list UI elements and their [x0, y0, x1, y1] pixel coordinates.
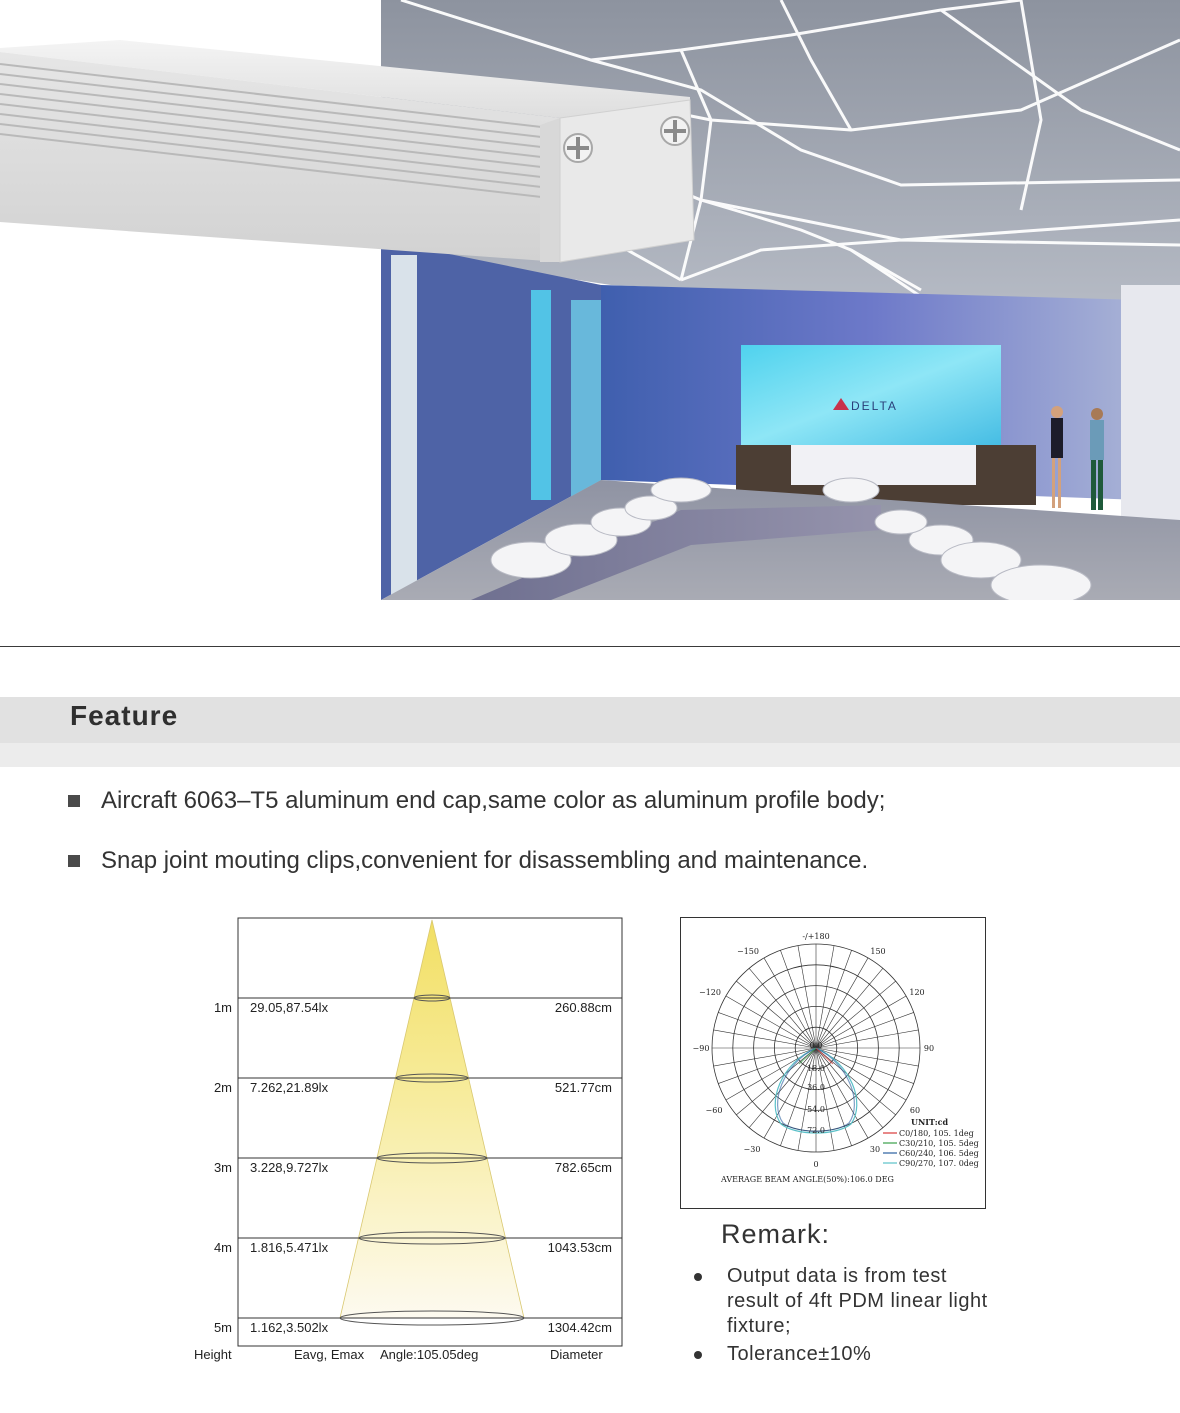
footer-height-label: Height [194, 1347, 232, 1362]
radial-label-72: 72.0 [807, 1126, 825, 1135]
row-eavg-3m: 3.228,9.727lx [250, 1160, 329, 1175]
row-height-1m: 1m [213, 1000, 232, 1015]
row-diameter-5m: 1304.42cm [547, 1320, 612, 1335]
row-diameter-2m: 521.77cm [554, 1080, 612, 1095]
remark-item-2: Tolerance±10% [727, 1343, 872, 1365]
row-height-3m: 3m [213, 1160, 232, 1175]
row-eavg-4m: 1.816,5.471lx [250, 1240, 329, 1255]
angle-label-neg60: −60 [705, 1106, 723, 1115]
footer-angle-label: Angle:105.05deg [380, 1347, 479, 1362]
row-eavg-1m: 29.05,87.54lx [250, 1000, 329, 1015]
light-cone [340, 920, 524, 1318]
angle-label-neg90: −90 [692, 1044, 710, 1053]
angle-label-neg120: −120 [699, 988, 721, 997]
remark-item-1: Output data is from test result of 4ft PDM linear light fixture; [727, 1265, 988, 1337]
row-height-5m: 5m [213, 1320, 232, 1335]
section-divider [0, 646, 1180, 647]
aluminum-profile-render [0, 0, 700, 270]
angle-label-60: 60 [909, 1106, 921, 1115]
delta-logo-text: DELTA [851, 399, 898, 413]
angle-label-neg150: −150 [737, 947, 759, 956]
angle-label-150: 150 [870, 947, 886, 956]
beam-illuminance-diagram [180, 905, 630, 1375]
angle-label-30: 30 [869, 1145, 881, 1154]
remark-title: Remark: [721, 1219, 831, 1249]
row-diameter-4m: 1043.53cm [547, 1240, 612, 1255]
round-bullet-icon [694, 1273, 702, 1281]
radial-label-54: 54.0 [807, 1105, 825, 1114]
polar-legend [883, 1129, 979, 1168]
row-eavg-5m: 1.162,3.502lx [250, 1320, 329, 1335]
square-bullet-icon [68, 855, 80, 867]
footer-eavg-label: Eavg, Emax [294, 1347, 365, 1362]
legend-label: C30/210, 105. 5deg [899, 1139, 979, 1148]
feature-title: Feature [70, 700, 179, 731]
round-bullet-icon [694, 1351, 702, 1359]
row-height-4m: 4m [213, 1240, 232, 1255]
hero-section [0, 0, 1180, 600]
angle-label-neg30: −30 [743, 1145, 761, 1154]
legend-label: C0/180, 105. 1deg [899, 1129, 974, 1138]
legend-label: C90/270, 107. 0deg [899, 1159, 979, 1168]
feature-item-1: Aircraft 6063–T5 aluminum end cap,same color as aluminum profile body; [101, 787, 886, 814]
angle-label-180: -/+180 [802, 932, 830, 941]
row-diameter-3m: 782.65cm [554, 1160, 612, 1175]
radial-label-36: 36.0 [807, 1083, 825, 1092]
radial-label-18: 18.0 [807, 1064, 825, 1073]
beam-angle-caption: AVERAGE BEAM ANGLE(50%):106.0 DEG [721, 1175, 894, 1184]
polar-luminous-chart [680, 917, 986, 1209]
radial-label-0: 0.0 [809, 1041, 823, 1050]
angle-label-0: 0 [813, 1160, 819, 1169]
angle-label-120: 120 [909, 988, 925, 997]
unit-label: UNIT:cd [911, 1117, 949, 1127]
row-diameter-1m: 260.88cm [554, 1000, 612, 1015]
legend-label: C60/240, 106. 5deg [899, 1149, 979, 1158]
footer-diameter-label: Diameter [550, 1347, 603, 1362]
feature-item-2: Snap joint mouting clips,convenient for disassembling and maintenance. [101, 847, 869, 874]
row-eavg-2m: 7.262,21.89lx [250, 1080, 329, 1095]
angle-label-90: 90 [923, 1044, 935, 1053]
row-height-2m: 2m [213, 1080, 232, 1095]
square-bullet-icon [68, 795, 80, 807]
